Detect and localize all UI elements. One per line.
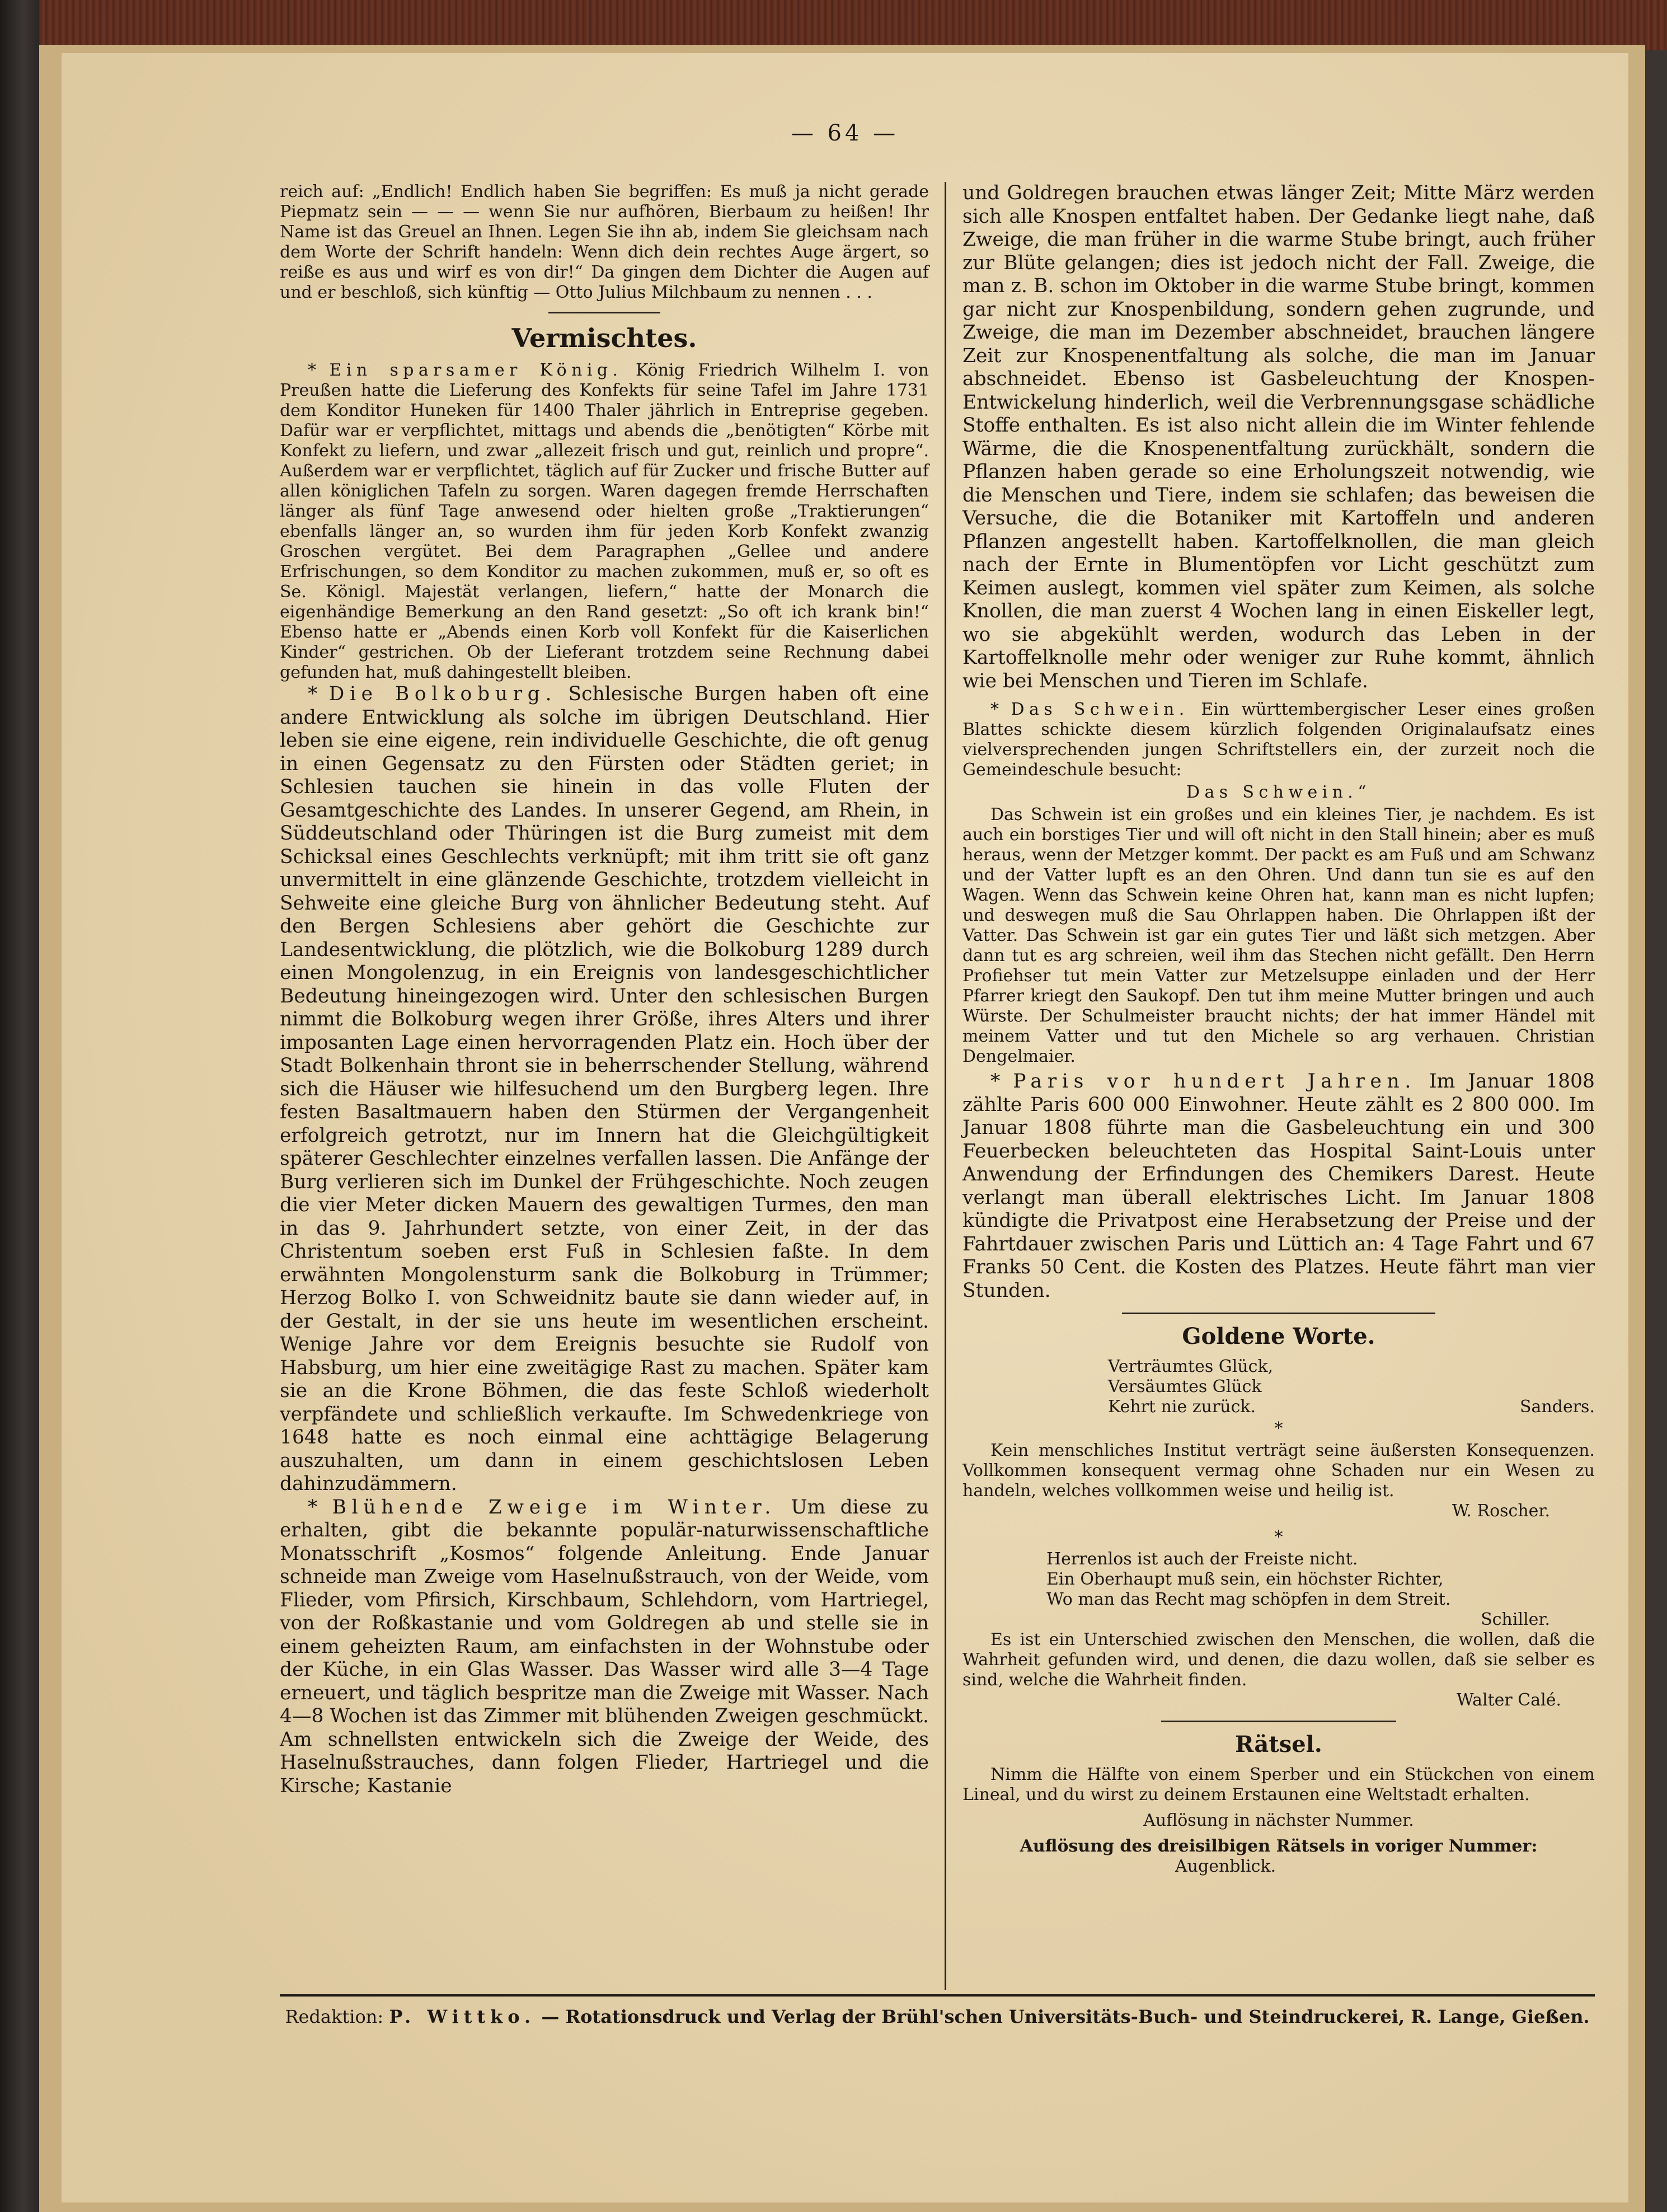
solution-label: Auflösung des dreisilbigen Rätsels in voriger Nummer: xyxy=(1020,1836,1538,1856)
book-binding-left xyxy=(0,0,39,2212)
author: Schiller. xyxy=(1481,1610,1550,1629)
golden-words-title: Goldene Worte. xyxy=(1182,1323,1375,1349)
author: Walter Calé. xyxy=(1456,1690,1561,1710)
article-schwein: * Das Schwein. Ein württembergischer Leser eines großen Blattes schickte diesem kürzlich folgenden Originalaufsatz eines vielversprechenden jungen Schriftstellers ein, der zurzeit noch die Gemeindeschule besucht: xyxy=(962,700,1595,780)
separator-rule xyxy=(1122,1313,1435,1314)
essay-title: Das Schwein.“ xyxy=(1186,782,1371,802)
separator-rule xyxy=(548,312,660,313)
imprint-editor: P. Wittko. xyxy=(389,2006,536,2027)
article-bolkoburg: * Die Bolkoburg. Schlesische Burgen haben oft eine andere Entwicklung als solche im übrigen Deutschland. Hier leben sie eine eigene, rein individuelle Geschichte, die oft genug in einen Gegensatz zu den Fürsten oder Städten geriet; in Schlesien tauchen sie hinein in das volle Fluten der Gesamtgeschichte des Landes. In unserer Gegend, am Rhein, in Süddeutschland oder Thüringen ist die Burg zumeist mit dem Schicksal eines Geschlechts verknüpft; mit ihm tritt sie oft ganz unvermittelt in eine glänzende Geschichte, trotzdem vielleicht in Sehweite eine gleiche Burg von ähnlicher Bedeutung steht. Auf den Bergen Schlesiens aber gehört die Geschichte zur Landesentwicklung, die plötzlich, wie die Bolkoburg 1289 durch einen Mongolenzug, in ein Ereignis von landesgeschichtlicher Bedeutung hineingezogen wird. Unter den schlesischen Burgen nimmt die Bolkoburg wegen ihrer Größe, ihres Alters und ihrer imposanten Lage einen hervorragenden Platz ein. Hoch über der Stadt Bolkenhain thront sie in beherrschender Stellung, während sich die Häuser wie hilfesuchend um den Burgberg legen. Ihre festen Basaltmauern haben den Stürmen der Vergangenheit erfolgreich getrotzt, nur im Innern hat die Gleichgültigkeit späterer Geschlechter einzelnes verfallen lassen. Die Anfänge der Burg verlieren sich im Dunkel der Frühgeschichte. Noch zeugen die vier Meter dicken Mauern des gewaltigen Turmes, den man in das 9. Jahrhundert setzte, von einer Zeit, in der das Christentum soeben erst Fuß in Schlesien faßte. In dem erwähnten Mongolensturm sank die Bolkoburg in Trümmer; Herzog Bolko I. von Schweidnitz baute sie dann wieder auf, in der Gestalt, in der sie uns heute im wesentlichen erscheint. Wenige Jahre vor dem Ereignis besuchte sie Rudolf von Habsburg, um hier eine zweitägige Rast zu machen. Später kam sie an die Krone Böhmen, die das feste Schloß wiederholt verpfändete und schließlich verkaufte. Im Schwedenkriege von 1648 hatte es noch einmal eine achttägige Belagerung auszuhalten, um dann in einem geschichtslosen Leben dahinzudämmern. xyxy=(280,683,929,1495)
article-sparsamer-koenig: * Ein sparsamer König. König Friedrich Wilhelm I. von Preußen hatte die Lieferung des Konfekts für seine Tafel im Jahre 1731 dem Konditor Huneken für 1400 Thaler jährlich in Entreprise gegeben. Dafür war er verpflichtet, mittags und abends die „benötigten“ Körbe mit Konfekt zu liefern, und zwar „allezeit frisch und gut, reinlich und propre“. Außerdem war er verpflichtet, täglich auf für Zucker und frische Butter auf allen königlichen Tafeln zu sorgen. Waren dagegen fremde Herrschaften länger als fünf Tage anwesend oder hielten große „Traktierungen“ ebenfalls länger an, so wurden ihm für jeden Korb Konfekt zwanzig Groschen vergütet. Bei dem Paragraphen „Gellee und andere Erfrischungen, so dem Konditor zu machen zukommen, muß er, so oft es Se. Königl. Majestät verlangen, liefern,“ hatte der Monarch die eigenhändige Bemerkung an den Rand gesetzt: „So oft ich krank bin!“ Ebenso hatte er „Abends einen Korb voll Konfekt für die Kaiserlichen Kinder“ gestrichen. Ob der Lieferant trotzdem seine Rechnung dabei gefunden hat, muß dahingestellt bleiben. xyxy=(280,360,929,682)
article-title: Die Bolkoburg. xyxy=(328,683,557,705)
column-divider xyxy=(945,182,946,1990)
intro-paragraph: reich auf: „Endlich! Endlich haben Sie begriffen: Es muß ja nicht gerade Piepmatz sein — — — wenn Sie nur aufhören, Bierbaum zu heißen! Ihr Name ist das Greuel an Ihnen. Legen Sie ihn ab, indem Sie gleichsam nach dem Worte der Schrift handeln: Wenn dich dein rechtes Auge ärgert, so reiße es aus und wirf es von dir!“ Da gingen dem Dichter die Augen auf und er beschloß, sich künftig — Otto Julius Milchbaum zu nennen . . . xyxy=(280,182,929,302)
golden-verse-3: Herrenlos ist auch der Freiste nicht. Ein Oberhaupt muß sein, ein höchster Richter, Wo man das Recht mag schöpfen in dem Streit. xyxy=(1046,1549,1451,1609)
footer-rule xyxy=(280,1994,1595,1997)
riddle-note: Auflösung in nächster Nummer. xyxy=(1143,1811,1414,1830)
article-intro: Ein württembergischer Leser eines großen Blattes schickte diesem kürzlich folgenden Originalaufsatz eines vielversprechenden jungen Schriftstellers ein, der zurzeit noch die Gemeindeschule besucht: xyxy=(962,700,1595,780)
section-title: Vermischtes. xyxy=(511,323,697,353)
article-title: Das Schwein. xyxy=(1011,700,1189,719)
essay-body: Das Schwein ist ein großes und ein kleines Tier, je nachdem. Es ist auch ein borstiges Tier und will oft nicht in den Stall hinein; aber es muß heraus, wenn der Metzger kommt. Der packt es am Fuß und am Schwanz und der Vatter lupft es an den Ohren. Und dann tun sie es auf den Wagen. Wenn das Schwein keine Ohren hat, kann man es nicht lupfen; und deswegen muß die Sau Ohrlappen haben. Die Ohrlappen ißt der Vatter. Das Schwein ist gar ein gutes Tier und läßt sich metzgen. Aber dann tut es arg schreien, weil ihm das Stechen nicht gefällt. Den Herrn Profiehser tut mein Vatter zur Metzelsuppe einladen und der Herr Pfarrer kriegt den Saukopf. Den tut ihm meine Mutter bringen und auch Würste. Der Schulmeister braucht nichts; der hat immer Händel mit meinem Vatter und tut den Michele so arg verhauen. Christian Dengelmaier. xyxy=(962,805,1595,1066)
author: Sanders. xyxy=(1520,1397,1595,1417)
article-title: Ein sparsamer König. xyxy=(329,360,623,380)
left-column xyxy=(280,182,929,1798)
article-continuation: und Goldregen brauchen etwas länger Zeit; Mitte März werden sich alle Knospen entfaltet haben. Der Gedanke liegt nahe, daß Zweige, die man früher in die warme Stube bringt, auch früher zur Blüte gelangen; dies ist jedoch nicht der Fall. Zweige, die man z. B. schon im Oktober in die warme Stube bringt, kommen gar nicht zur Knospenbildung, sondern gehen zugrunde, und Zweige, die man im Dezember abschneidet, brauchen längere Zeit zur Knospenentfaltung als solche, die man im Januar abschneidet. Ebenso ist Gasbeleuchtung der Knospen-Entwickelung hinderlich, weil die Verbrennungsgase schädliche Stoffe enthalten. Es ist also nicht allein die im Winter fehlende Wärme, die die Knospenentfaltung zurückhält, sondern die Pflanzen haben gerade so eine Erholungszeit notwendig, wie die Menschen und Tiere, indem sie schlafen; das beweisen die Versuche, die die Botaniker mit Kartoffeln und anderen Pflanzen angestellt haben. Kartoffelknollen, die man gleich nach der Ernte in Blumentöpfen vor Licht geschützt zum Keimen auslegt, kommen viel später zum Keimen, als solche Knollen, die man zuerst 4 Wochen lang in einen Eiskeller legt, wo sie abgekühlt werden, wodurch das Leben in der Kartoffelknolle mehr oder weniger zur Ruhe kommt, ähnlich wie bei Menschen und Tieren im Schlafe. xyxy=(962,182,1595,692)
star-divider: * xyxy=(1274,1419,1283,1438)
article-paris: * Paris vor hundert Jahren. Im Januar 1808 zählte Paris 600 000 Einwohner. Heute zählt es 2 800 000. Im Januar 1808 führte man die Gasbeleuchtung ein und 300 Feuerbecken beleuchteten das Hospital Saint-Louis unter Anwendung der Erfindungen des Chemikers Darest. Heute verlangt man überall elektrisches Licht. Im Januar 1808 kündigte die Privatpost eine Herabsetzung der Preise und der Fahrtdauer zwischen Paris und Lüttich an: 4 Tage Fahrt und 67 Franks 50 Cent. die Kosten des Platzes. Heute fährt man vier Stunden. xyxy=(962,1070,1595,1302)
article-body: Im Januar 1808 zählte Paris 600 000 Einwohner. Heute zählt es 2 800 000. Im Januar 1808 führte man die Gasbeleuchtung ein und 300 Feuerbecken beleuchteten das Hospital Saint-Louis unter Anwendung der Erfindungen des Chemikers Darest. Heute verlangt man überall elektrisches Licht. Im Januar 1808 kündigte die Privatpost eine Herabsetzung der Preise und der Fahrtdauer zwischen Paris und Lüttich an: 4 Tage Fahrt und 67 Franks 50 Cent. die Kosten des Platzes. Heute fährt man vier Stunden. xyxy=(962,1070,1595,1302)
article-body: Um diese zu erhalten, gibt die bekannte populär-naturwissenschaftliche Monatsschrift „Kosmos“ folgende Anleitung. Ende Januar schneide man Zweige vom Haselnußstrauch, von der Weide, vom Flieder, vom Pfirsich, Kirschbaum, Schlehdorn, vom Hartriegel, von der Roßkastanie und vom Goldregen ab und stelle sie in einem geheizten Raum, am einfachsten in der Wohnstube oder der Küche, in ein Glas Wasser. Das Wasser wird alle 3—4 Tage erneuert, und täglich bespritze man die Zweige mit Wasser. Nach 4—8 Wochen ist das Zimmer mit blühenden Zweigen geschmückt. Am schnellsten entwickeln sich die Zweige der Weide, des Haselnußstrauches, dann folgen Flieder, Hartriegel und die Kirsche; Kastanie xyxy=(280,1496,929,1797)
author: W. Roscher. xyxy=(1452,1501,1550,1521)
page-number: — 64 — xyxy=(791,120,899,146)
newspaper-page xyxy=(62,53,1628,2202)
riddle-title: Rätsel. xyxy=(1235,1731,1322,1758)
book-binding-top xyxy=(0,0,1667,50)
article-bluehende-zweige: * Blühende Zweige im Winter. Um diese zu erhalten, gibt die bekannte populär-naturwissenschaftliche Monatsschrift „Kosmos“ folgende Anleitung. Ende Januar schneide man Zweige vom Haselnußstrauch, von der Weide, vom Flieder, vom Pfirsich, Kirschbaum, Schlehdorn, vom Hartriegel, von der Roßkastanie und vom Goldregen ab und stelle sie in einem geheizten Raum, am einfachsten in der Wohnstube oder der Küche, in ein Glas Wasser. Das Wasser wird alle 3—4 Tage erneuert, und täglich bespritze man die Zweige mit Wasser. Nach 4—8 Wochen ist das Zimmer mit blühenden Zweigen geschmückt. Am schnellsten entwickeln sich die Zweige der Weide, des Haselnußstrauches, dann folgen Flieder, Hartriegel und die Kirsche; Kastanie xyxy=(280,1496,929,1797)
imprint-footer xyxy=(280,2005,1595,2028)
article-body: Schlesische Burgen haben oft eine andere Entwicklung als solche im übrigen Deutschland. Hier leben sie eine eigene, rein individuelle Geschichte, die oft genug in einen Gegensatz zu den Fürsten oder Städten geriet; in Schlesien tauchen sie hinein in das volle Fluten der Gesamtgeschichte des Landes. In unserer Gegend, am Rhein, in Süddeutschland oder Thüringen ist die Burg zumeist mit dem Schicksal eines Geschlechts verknüpft; mit ihm tritt sie oft ganz unvermittelt in eine glänzende Geschichte, trotzdem vielleicht in Sehweite eine gleiche Burg von ähnlicher Bedeutung steht. Auf den Bergen Schlesiens aber gehört die Geschichte zur Landesentwicklung, die plötzlich, wie die Bolkoburg 1289 durch einen Mongolenzug, in ein Ereignis von landesgeschichtlicher Bedeutung hineingezogen wird. Unter den schlesischen Burgen nimmt die Bolkoburg wegen ihrer Größe, ihres Alters und ihrer imposanten Lage einen hervorragenden Platz ein. Hoch über der Stadt Bolkenhain thront sie in beherrschender Stellung, während sich die Häuser wie hilfesuchend um den Burgberg legen. Ihre festen Basaltmauern haben den Stürmen der Vergangenheit erfolgreich getrotzt, nur im Innern hat die Gleichgültigkeit späterer Geschlechter einzelnes verfallen lassen. Die Anfänge der Burg verlieren sich im Dunkel der Frühgeschichte. Noch zeugen die vier Meter dicken Mauern des gewaltigen Turmes, den man in das 9. Jahrhundert setzte, von einer Zeit, in der das Christentum soeben erst Fuß in Schlesien faßte. In dem erwähnten Mongolensturm sank die Bolkoburg in Trümmer; Herzog Bolko I. von Schweidnitz baute sie dann wieder auf, in der Gestalt, in der sie uns heute im wesentlichen erscheint. Wenige Jahre vor dem Ereignis besuchte sie Rudolf von Habsburg, um hier eine zweitägige Rast zu machen. Später kam sie an die Krone Böhmen, die das feste Schloß wiederholt verpfändete und schließlich verkaufte. Im Schwedenkriege von 1648 hatte es noch einmal eine achttägige Belagerung auszuhalten, um dann in einem geschichtslosen Leben dahinzudämmern. xyxy=(280,683,929,1495)
article-title: Paris vor hundert Jahren. xyxy=(1013,1070,1417,1093)
imprint-label: Redaktion: xyxy=(285,2006,384,2027)
separator-rule xyxy=(1161,1721,1396,1722)
imprint-publisher: — Rotationsdruck und Verlag der Brühl'schen Universitäts-Buch- und Steindruckerei, R. Lange, Gießen. xyxy=(541,2006,1590,2027)
golden-quote-2: Kein menschliches Institut verträgt seine äußersten Konsequenzen. Vollkommen konsequent vermag ohne Schaden nur ein Wesen zu handeln, welches vollkommen weise und heilig ist. xyxy=(962,1441,1595,1501)
article-body: König Friedrich Wilhelm I. von Preußen hatte die Lieferung des Konfekts für seine Tafel im Jahre 1731 dem Konditor Huneken für 1400 Thaler jährlich in Entreprise gegeben. Dafür war er verpflichtet, mittags und abends die „benötigten“ Körbe mit Konfekt zu liefern, und zwar „allezeit frisch und gut, reinlich und propre“. Außerdem war er verpflichtet, täglich auf für Zucker und frische Butter auf allen königlichen Tafeln zu sorgen. Waren dagegen fremde Herrschaften länger als fünf Tage anwesend oder hielten große „Traktierungen“ ebenfalls länger an, so wurden ihm für jeden Korb Konfekt zwanzig Groschen vergütet. Bei dem Paragraphen „Gellee und andere Erfrischungen, so dem Konditor zu machen zukommen, muß er, so oft es Se. Königl. Majestät verlangen, liefern,“ hatte der Monarch die eigenhändige Bemerkung an den Rand gesetzt: „So oft ich krank bin!“ Ebenso hatte er „Abends einen Korb voll Konfekt für die Kaiserlichen Kinder“ gestrichen. Ob der Lieferant trotzdem seine Rechnung dabei gefunden hat, muß dahingestellt bleiben. xyxy=(280,360,929,682)
riddle-body: Nimm die Hälfte von einem Sperber und ein Stückchen von einem Lineal, und du wirst zu deinem Erstaunen eine Weltstadt erhalten. xyxy=(962,1765,1595,1805)
solution: Augenblick. xyxy=(1175,1857,1276,1876)
right-column xyxy=(962,182,1595,1877)
article-title: Blühende Zweige im Winter. xyxy=(332,1496,777,1519)
golden-quote-4: Es ist ein Unterschied zwischen den Menschen, die wollen, daß die Wahrheit gefunden wird, und denen, die dazu wollen, daß sie selber es sind, welche die Wahrheit finden. xyxy=(962,1630,1595,1690)
star-divider: * xyxy=(1274,1527,1283,1547)
golden-verse-1: Verträumtes Glück, Versäumtes Glück Kehrt nie zurück. Sanders. xyxy=(1108,1357,1595,1417)
